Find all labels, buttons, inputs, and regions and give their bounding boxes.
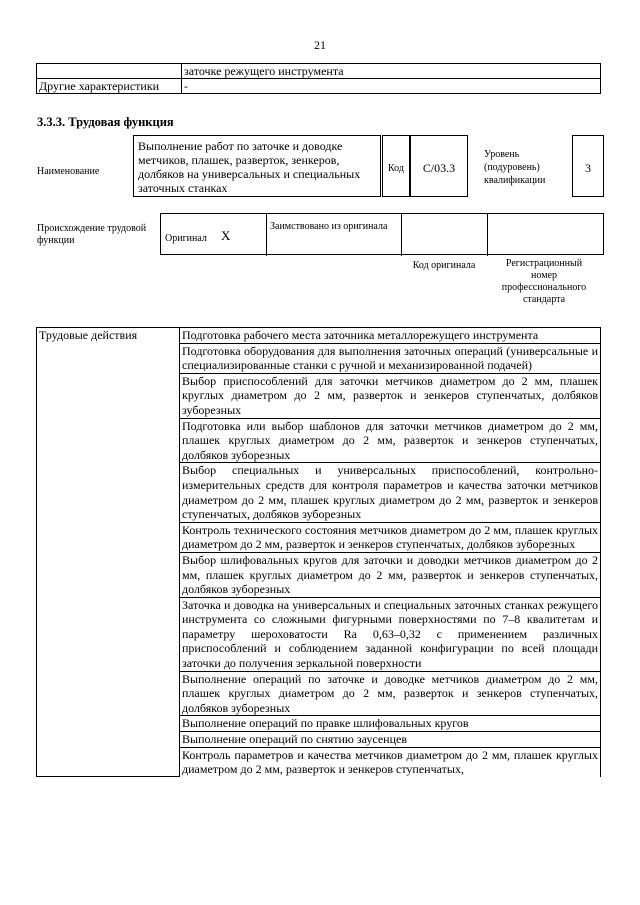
labor-action: Выполнение операций по заточке и доводке метчиков диаметром до 2 мм, плашек круглых диаметром до 2 мм, разверток и зенкеров ступенчатых, долбяков зуборезных: [180, 671, 601, 716]
origin-row: [160, 213, 604, 255]
level-label: Уровень (подуровень) квалификации: [484, 149, 546, 186]
continuation-value-cont: заточке режущего инструмента: [182, 64, 601, 79]
code-original-cell: [401, 214, 487, 256]
code-value: С/03.3: [410, 135, 468, 197]
labor-actions-label: Трудовые действия: [37, 328, 180, 777]
labor-action: Выбор специальных и универсальных приспособлений, контрольно-измерительных средств для контроля параметров и качества заточки метчиков диаметром до 2 мм, плашек круглых диаметром до 2 мм, разверток и зенкеров ступенчатых, долбяков зуборезных: [180, 463, 601, 522]
original-mark: X: [221, 228, 231, 243]
other-characteristics-label: Другие характеристики: [37, 79, 182, 94]
labor-action: Подготовка рабочего места заточника металлорежущего инструмента: [180, 328, 601, 344]
name-label: Наименование: [37, 166, 100, 177]
reg-number-caption: Регистрационный номер профессионального стандарта: [501, 258, 587, 305]
level-value: 3: [572, 135, 604, 197]
labor-action: Выполнение операций по снятию заусенцев: [180, 732, 601, 748]
section-title: 3.3.3. Трудовая функция: [37, 115, 174, 129]
labor-action: Контроль технического состояния метчиков диаметром до 2 мм, плашек круглых диаметром до 2 мм, разверток и зенкеров ступенчатых, долбяков зуборезных: [180, 522, 601, 552]
continuation-table: [36, 63, 601, 94]
reg-number-cell: [487, 214, 604, 256]
labor-action: Подготовка или выбор шаблонов для заточки метчиков диаметром до 2 мм, плашек круглых диаметром до 2 мм, разверток и зенкеров ступенчатых, долбяков зуборезных: [180, 418, 601, 463]
labor-action: Выполнение операций по правке шлифовальных кругов: [180, 716, 601, 732]
function-name: Выполнение работ по заточке и доводке метчиков, плашек, разверток, зенкеров, долбяков на универсальных и специальных заточных станках: [133, 135, 381, 197]
code-original-caption: Код оригинала: [412, 260, 476, 271]
labor-action: Выбор приспособлений для заточки метчиков диаметром до 2 мм, плашек круглых диаметром до 2 мм, разверток и зенкеров ступенчатых, долбяков зуборезных: [180, 373, 601, 418]
page-number: 21: [314, 38, 326, 52]
labor-action: Заточка и доводка на универсальных и специальных заточных станках режущего инструмента со сложными фигурными поверхностями по 7–8 квалитетам и параметру шероховатости Ra 0,63–0,32 с применением различных приспособлений и соблюдением заданной конфигурации по всей площади заточки до получения зеркальной поверхности: [180, 597, 601, 671]
origin-label: Происхождение трудовой функции: [37, 223, 147, 246]
labor-action: Выбор шлифовальных кругов для заточки и доводки метчиков диаметром до 2 мм, плашек круглых диаметром до 2 мм, разверток и зенкеров ступенчатых, долбяков зуборезных: [180, 552, 601, 597]
other-characteristics-value: -: [182, 79, 601, 94]
labor-actions-table: [36, 327, 601, 777]
continuation-empty-cell: [37, 64, 182, 79]
labor-action: Подготовка оборудования для выполнения заточных операций (универсальные и специализированные станки с ручной и механизированной подачей): [180, 343, 601, 373]
code-label: Код: [382, 135, 410, 197]
borrowed-label: Заимствовано из оригинала: [266, 214, 401, 256]
original-label: Оригинал: [165, 233, 207, 244]
labor-action: Контроль параметров и качества метчиков диаметром до 2 мм, плашек круглых диаметром до 2 мм, разверток и зенкеров ступенчатых,: [180, 747, 601, 777]
